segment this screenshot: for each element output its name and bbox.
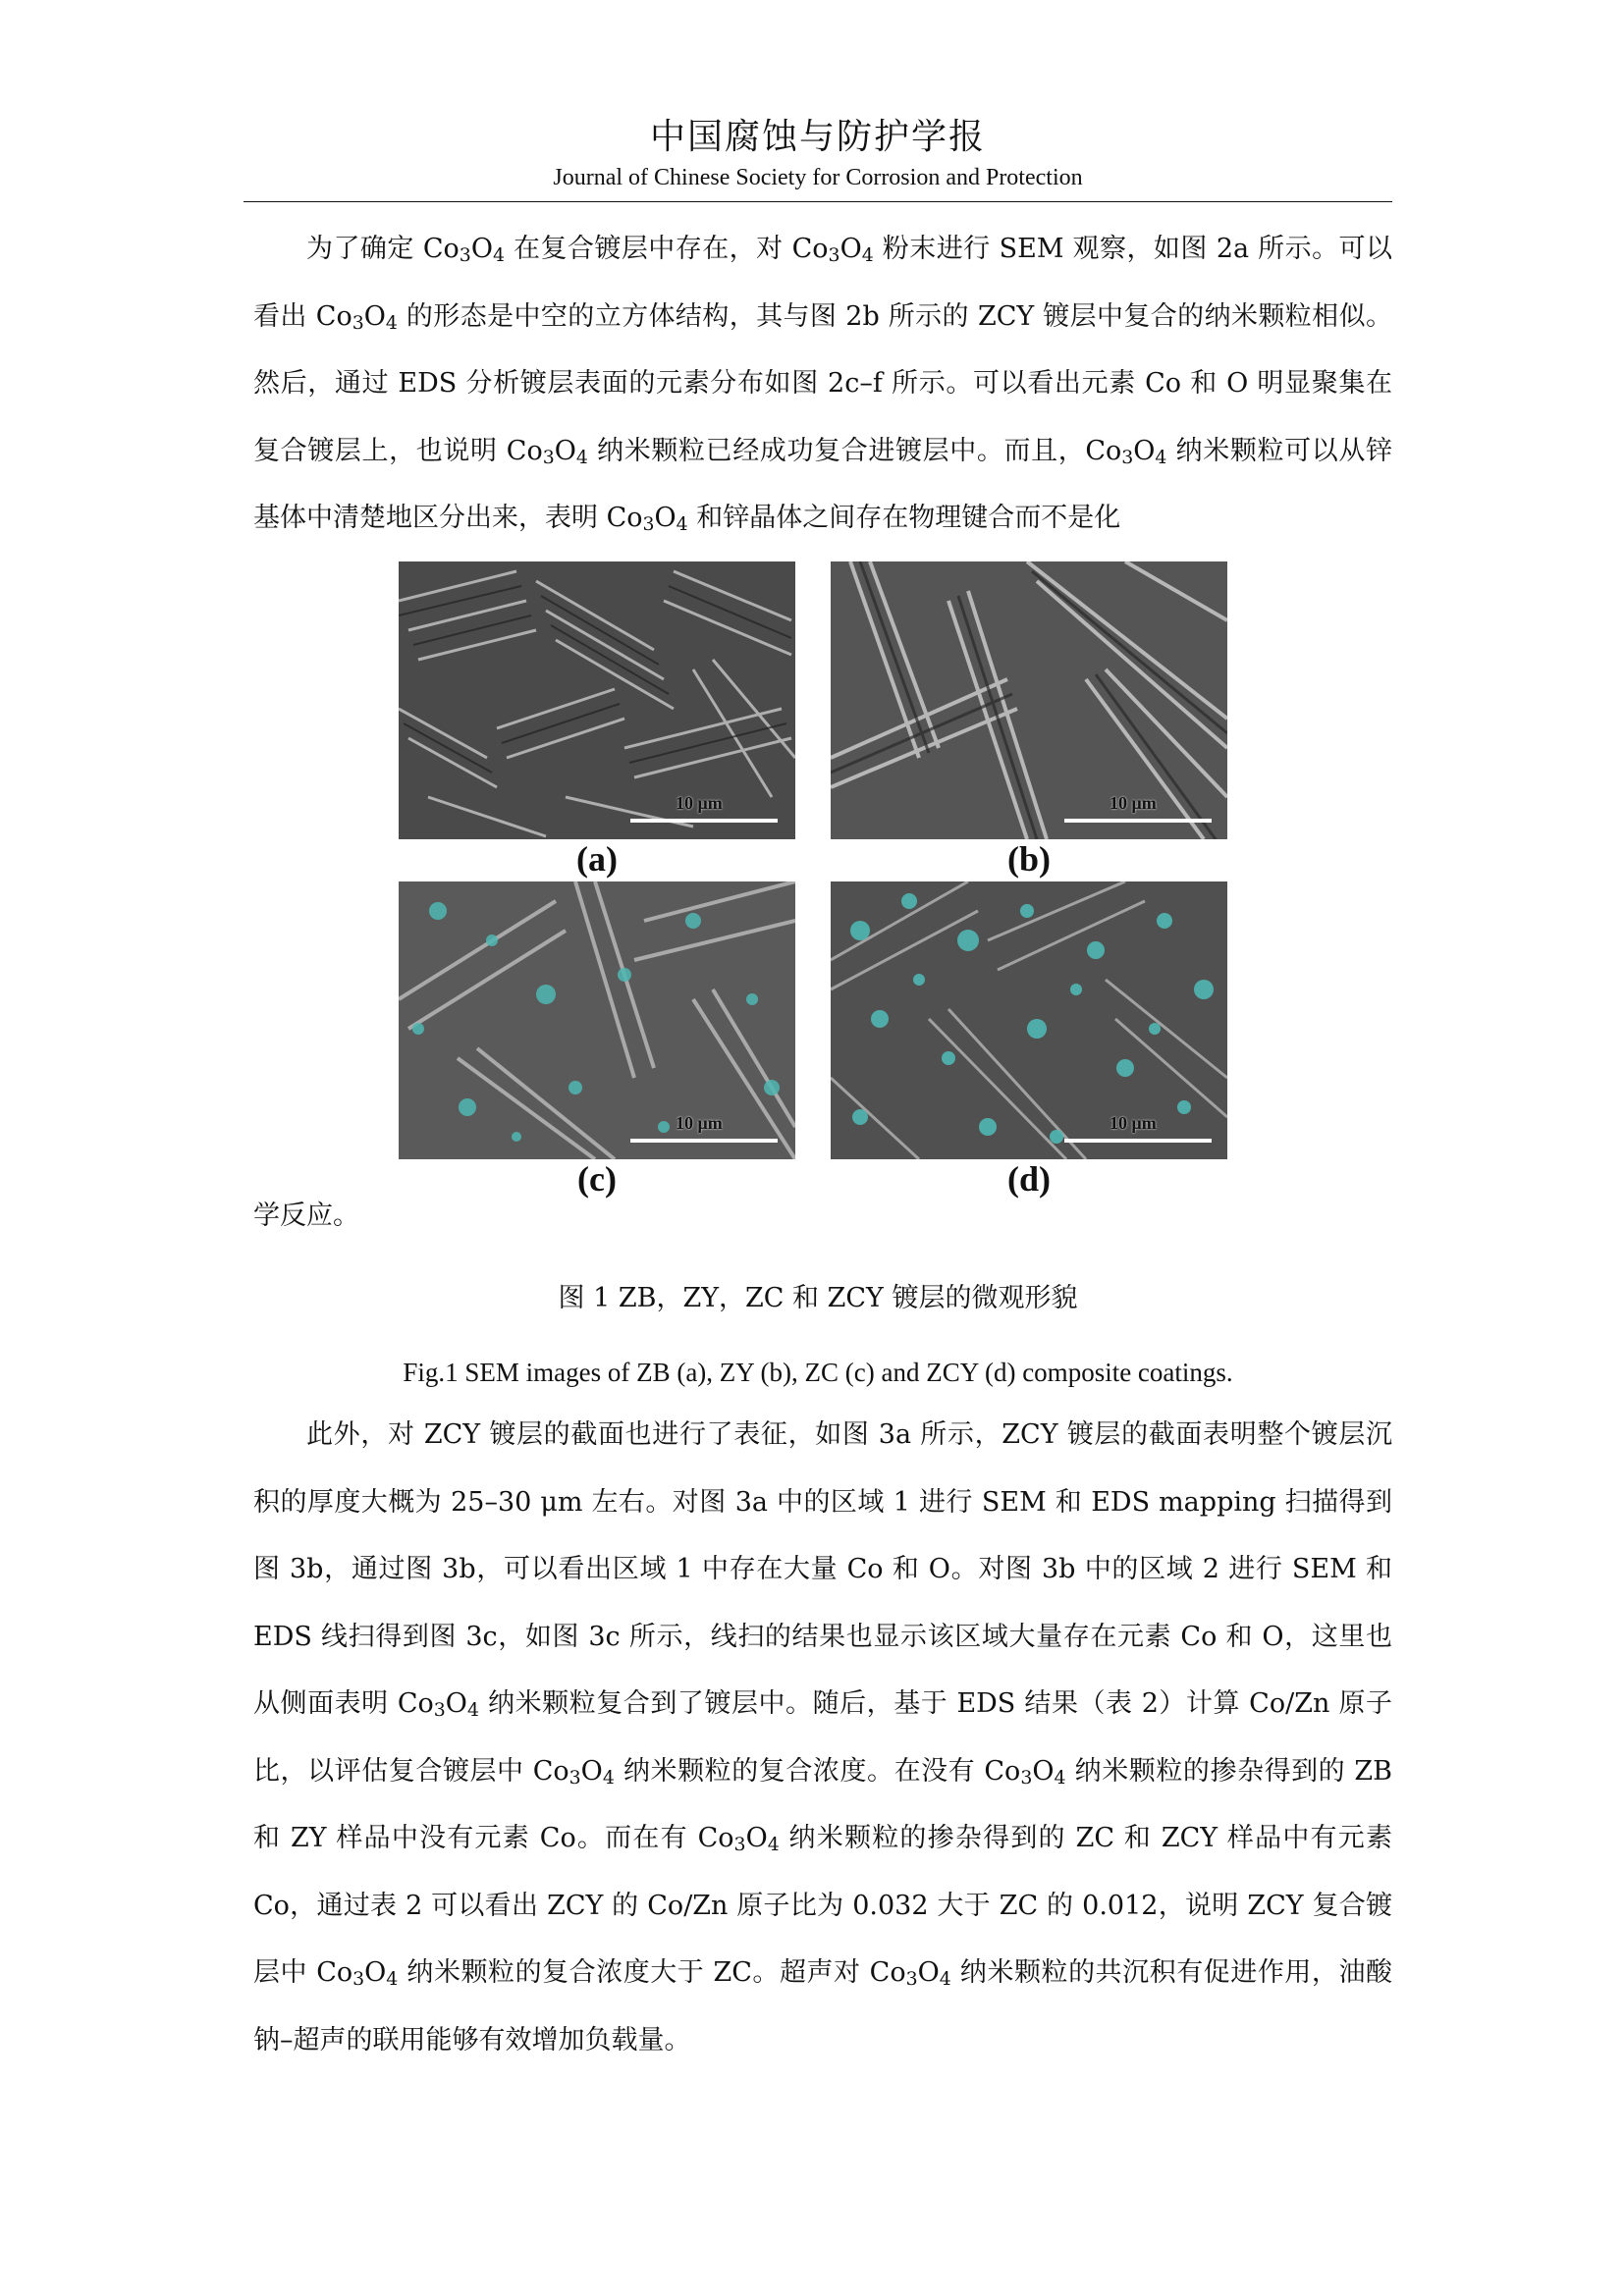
- paragraph-3: 此外，对 ZCY 镀层的截面也进行了表征，如图 3a 所示，ZCY 镀层的截面表明整个镀层沉积的厚度大概为 25–30 μm 左右。对图 3a 中的区域 1 进行 SEM 和 EDS mapping 扫描得到图 3b，通过图 3b，可以看出区域 1 中存在大量 Co 和 O。对图 3b 中的区域 2 进行 SEM 和 EDS 线扫得到图 3c，如图 3c 所示，线扫的结果也显示该区域大量存在元素 Co 和 O，这里也从侧面表明 $Co_3O_4$ 纳米颗粒复合到了镀层中。随后，基于 EDS 结果（表 2）计算 Co/Zn 原子比，以评估复合镀层中 $Co_3O_4$ 纳米颗粒的复合浓度。在没有 $Co_3O_4$ 纳米颗粒的掺杂得到的 ZB 和 ZY 样品中没有元素 Co。而在有 $Co_3O_4$ 纳米颗粒的掺杂得到的 ZC 和 ZCY 样品中有元素 Co，通过表 2 可以看出 ZCY 的 Co/Zn 原子比为 0.032 大于 ZC 的 0.012，说明 ZCY 复合镀层中 $Co_3O_4$ 纳米颗粒的复合浓度大于 ZC。超声对 $Co_3O_4$ 纳米颗粒的共沉积有促进作用，油酸钠–超声的联用能够有效增加负载量。: [253, 1419, 1393, 2056]
- scale-label: 10 μm: [1110, 1113, 1157, 1133]
- paragraph-1: 为了确定 $Co_3O_4$ 在复合镀层中存在，对 $Co_3O_4$ 粉末进行 SEM 观察，如图 2a 所示。可以看出 $Co_3O_4$ 的形态是中空的立方体结构，其与图 2b 所示的 ZCY 镀层中复合的纳米颗粒相似。然后，通过 EDS 分析镀层表面的元素分布如图 2c–f 所示。可以看出元素 Co 和 O 明显聚集在复合镀层上，也说明 $Co_3O_4$ 纳米颗粒已经成功复合进镀层中。而且，$Co_3O_4$ 纳米颗粒可以从锌基体中清楚地区分出来，表明 $Co_3O_4$ 和锌晶体之间存在物理键合而不是化: [253, 234, 1392, 535]
- scale-label: 10 μm: [1110, 793, 1157, 813]
- header-rule: [244, 201, 1392, 202]
- paragraph-2: 学反应。: [253, 1201, 359, 1231]
- panel-label-c: (c): [577, 1159, 617, 1199]
- journal-title-cn: 中国腐蚀与防护学报: [649, 117, 986, 157]
- scale-label: 10 μm: [676, 793, 723, 813]
- scale-bar: [630, 1139, 778, 1143]
- panel-label-d: (d): [1007, 1159, 1051, 1199]
- scale-label: 10 μm: [676, 1113, 723, 1133]
- scale-bar: [1064, 1139, 1212, 1143]
- figure-caption-en: Fig.1 SEM images of ZB (a), ZY (b), ZC (c) and ZCY (d) composite coatings.: [403, 1358, 1233, 1387]
- panel-label-b: (b): [1007, 839, 1051, 879]
- journal-title-en: Journal of Chinese Society for Corrosion and Protection: [553, 165, 1083, 190]
- sem-image-c: [399, 881, 795, 1159]
- sem-image-d: [831, 881, 1227, 1159]
- figure-caption-cn: 图 1 ZB，ZY，ZC 和 ZCY 镀层的微观形貌: [558, 1283, 1078, 1313]
- scale-bar: [1064, 819, 1212, 823]
- sem-image-a: [399, 561, 795, 839]
- sem-image-b: [831, 561, 1227, 839]
- scale-bar: [630, 819, 778, 823]
- panel-label-a: (a): [576, 839, 618, 879]
- journal-header: [244, 116, 1392, 192]
